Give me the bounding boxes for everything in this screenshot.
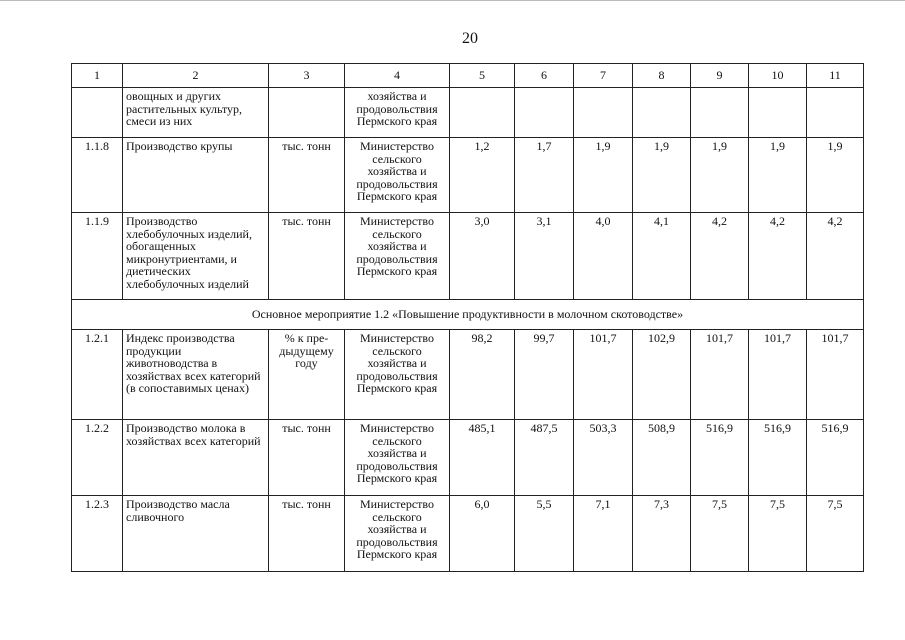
column-header: 7: [574, 64, 633, 88]
value-cell: 102,9: [633, 330, 691, 420]
responsible-body: Министерство сельского хозяйства и продовольствия Пермского края: [345, 330, 450, 420]
value-cell: 503,3: [574, 420, 633, 496]
value-cell: 7,5: [807, 496, 864, 572]
row-number: 1.2.3: [72, 496, 123, 572]
table-row: [72, 138, 864, 213]
value-cell: 101,7: [574, 330, 633, 420]
responsible-body: Министерство сельского хозяйства и продовольствия Пермского края: [345, 213, 450, 300]
column-header: 8: [633, 64, 691, 88]
value-cell: 1,9: [574, 138, 633, 213]
row-number: 1.2.1: [72, 330, 123, 420]
value-cell: 1,9: [633, 138, 691, 213]
value-cell: 487,5: [515, 420, 574, 496]
indicator-name: Производство крупы: [123, 138, 269, 213]
row-number: 1.1.8: [72, 138, 123, 213]
value-cell: 7,5: [691, 496, 749, 572]
value-cell: 1,7: [515, 138, 574, 213]
value-cell: 1,9: [807, 138, 864, 213]
value-cell: 101,7: [807, 330, 864, 420]
responsible-body: Министерство сельского хозяйства и продовольствия Пермского края: [345, 138, 450, 213]
indicator-name: Производство масла сливочного: [123, 496, 269, 572]
column-number-header-row: [72, 64, 864, 88]
column-header: 2: [123, 64, 269, 88]
value-cell: [450, 88, 515, 138]
column-header: 10: [749, 64, 807, 88]
indicator-name: Индекс производства продукции животноводства в хозяйствах всех категорий (в сопоставимых ценах): [123, 330, 269, 420]
value-cell: 3,1: [515, 213, 574, 300]
row-number: 1.1.9: [72, 213, 123, 300]
table-row: [72, 420, 864, 496]
indicator-name: Производство молока в хозяйствах всех категорий: [123, 420, 269, 496]
value-cell: 7,1: [574, 496, 633, 572]
column-header: 9: [691, 64, 749, 88]
responsible-body: хозяйства и продовольствия Пермского края: [345, 88, 450, 138]
section-title: Основное мероприятие 1.2 «Повышение продуктивности в молочном скотоводстве»: [72, 300, 864, 330]
unit: тыс. тонн: [269, 420, 345, 496]
page-number: 20: [462, 30, 478, 47]
value-cell: [807, 88, 864, 138]
unit: тыс. тонн: [269, 496, 345, 572]
unit: % к пре-дыдущему году: [269, 330, 345, 420]
responsible-body: Министерство сельского хозяйства и продовольствия Пермского края: [345, 420, 450, 496]
value-cell: 4,0: [574, 213, 633, 300]
value-cell: 98,2: [450, 330, 515, 420]
value-cell: [574, 88, 633, 138]
value-cell: 99,7: [515, 330, 574, 420]
value-cell: 4,2: [691, 213, 749, 300]
column-header: 4: [345, 64, 450, 88]
column-header: 6: [515, 64, 574, 88]
value-cell: 6,0: [450, 496, 515, 572]
table-row: [72, 88, 864, 138]
indicators-table: [71, 63, 864, 572]
value-cell: 516,9: [691, 420, 749, 496]
value-cell: [691, 88, 749, 138]
unit: [269, 88, 345, 138]
value-cell: 4,2: [807, 213, 864, 300]
top-rule: [0, 0, 905, 3]
value-cell: 7,3: [633, 496, 691, 572]
value-cell: [633, 88, 691, 138]
value-cell: 508,9: [633, 420, 691, 496]
column-header: 1: [72, 64, 123, 88]
row-number: [72, 88, 123, 138]
value-cell: 4,2: [749, 213, 807, 300]
section-row: [72, 300, 864, 330]
indicator-name: овощных и других растительных культур, смеси из них: [123, 88, 269, 138]
column-header: 5: [450, 64, 515, 88]
row-number: 1.2.2: [72, 420, 123, 496]
value-cell: 3,0: [450, 213, 515, 300]
value-cell: 101,7: [691, 330, 749, 420]
value-cell: 1,2: [450, 138, 515, 213]
value-cell: [515, 88, 574, 138]
value-cell: 101,7: [749, 330, 807, 420]
table-row: [72, 496, 864, 572]
value-cell: 516,9: [749, 420, 807, 496]
value-cell: 7,5: [749, 496, 807, 572]
value-cell: 485,1: [450, 420, 515, 496]
value-cell: 1,9: [691, 138, 749, 213]
value-cell: [749, 88, 807, 138]
unit: тыс. тонн: [269, 138, 345, 213]
value-cell: 5,5: [515, 496, 574, 572]
unit: тыс. тонн: [269, 213, 345, 300]
column-header: 11: [807, 64, 864, 88]
value-cell: 1,9: [749, 138, 807, 213]
indicator-name: Производство хлебобулочных изделий, обогащенных микронутриентами, и диетических хлебобулочных изделий: [123, 213, 269, 300]
value-cell: 4,1: [633, 213, 691, 300]
responsible-body: Министерство сельского хозяйства и продовольствия Пермского края: [345, 496, 450, 572]
table-row: [72, 213, 864, 300]
value-cell: 516,9: [807, 420, 864, 496]
table-row: [72, 330, 864, 420]
column-header: 3: [269, 64, 345, 88]
